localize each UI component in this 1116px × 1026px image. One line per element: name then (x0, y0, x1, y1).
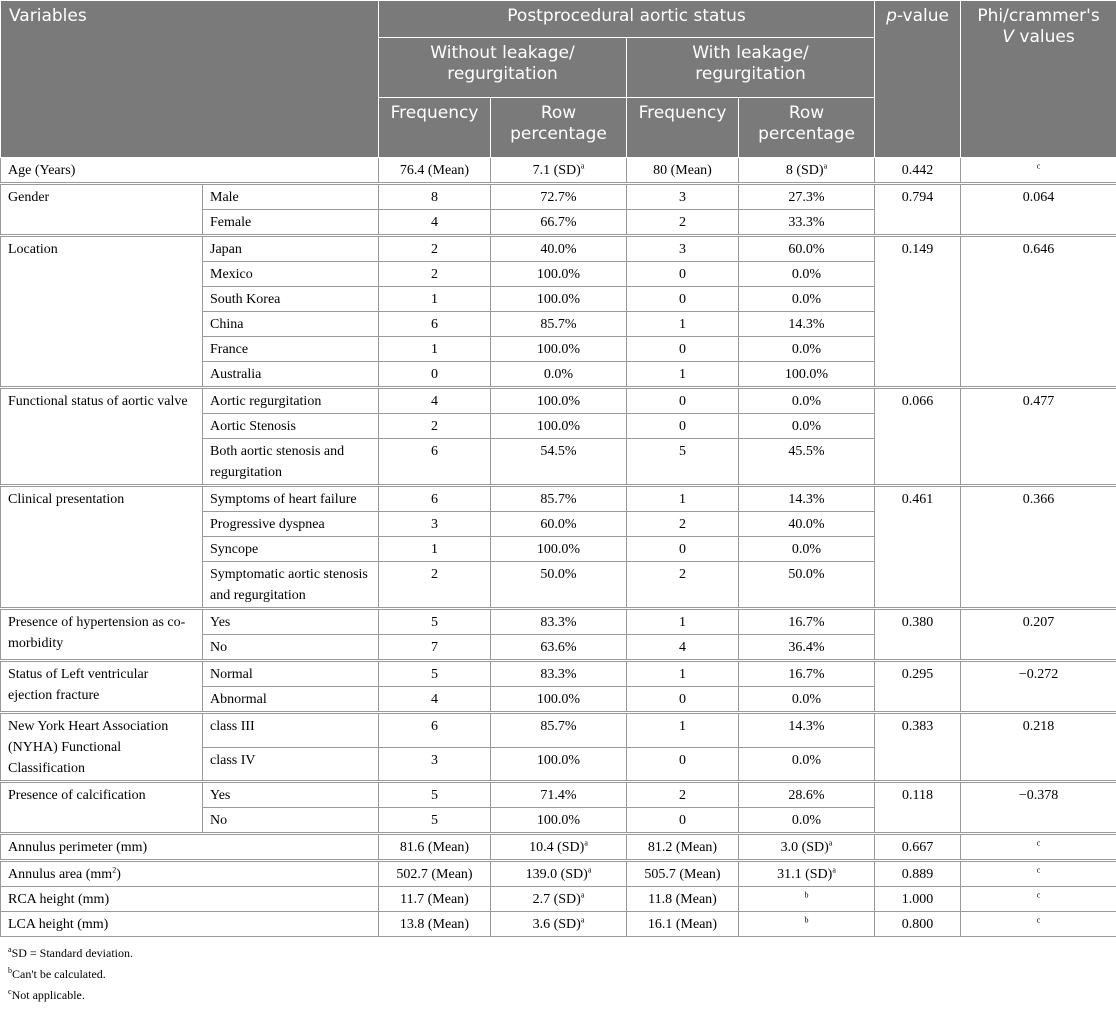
row-label: Functional status of aortic valve (1, 388, 203, 486)
header-p-value: p-value (875, 1, 961, 158)
header-aortic-status: Postprocedural aortic status (379, 1, 875, 38)
header-without-leakage: Without leakage/ regurgitation (379, 38, 627, 98)
header-variables: Variables (1, 1, 379, 158)
row-label: Age (Years) (1, 158, 379, 184)
header-phi-values: Phi/crammer's V values (961, 1, 1116, 158)
table-row: No 7 63.6% 4 36.4% (1, 635, 1116, 661)
table-row: Location Japan 2 40.0% 3 60.0% 0.149 0.646 (1, 236, 1116, 262)
table-row: Age (Years) 76.4 (Mean) 7.1 (SD)$^a$ 80 (Mean) 8 (SD)$^a$ 0.442 $^c$ (1, 158, 1116, 184)
row-label: RCA height (mm) (1, 887, 379, 912)
header-frequency: Frequency (627, 98, 739, 158)
table-row: Status of Left ventricular ejection fracture Normal 5 83.3% 1 16.7% 0.295 −0.272 (1, 661, 1116, 687)
header-row-percentage: Row percentage (739, 98, 875, 158)
table-row: Presence of hypertension as co-morbidity Yes 5 83.3% 1 16.7% 0.380 0.207 (1, 609, 1116, 635)
table-row: Progressive dyspnea 3 60.0% 2 40.0% (1, 512, 1116, 537)
table-row: Mexico 2 100.0% 0 0.0% (1, 262, 1116, 287)
row-label: Presence of hypertension as co-morbidity (1, 609, 203, 661)
footnote: $^b$Can't be calculated. (8, 966, 106, 981)
row-label: LCA height (mm) (1, 912, 379, 937)
table-row: Female 4 66.7% 2 33.3% (1, 210, 1116, 236)
header-row-percentage: Row percentage (491, 98, 627, 158)
row-label: Gender (1, 184, 203, 236)
row-label: New York Heart Association (NYHA) Functional Classification (1, 713, 203, 782)
header-frequency: Frequency (379, 98, 491, 158)
row-label: Annulus area $(mm^2)$ (1, 861, 379, 887)
table-row: Australia 0 0.0% 1 100.0% (1, 362, 1116, 388)
table-row: LCA height (mm) 13.8 (Mean) 3.6 (SD)$^a$ 16.1 (Mean) $^b$ 0.800 $^c$ (1, 912, 1116, 937)
row-label: Location (1, 236, 203, 388)
table-row: Syncope 1 100.0% 0 0.0% (1, 537, 1116, 562)
table-row: France 1 100.0% 0 0.0% (1, 337, 1116, 362)
header-with-leakage: With leakage/ regurgitation (627, 38, 875, 98)
table-row: New York Heart Association (NYHA) Functional Classification class III 6 85.7% 1 14.3% 0.383 0.218 (1, 713, 1116, 748)
row-label: Clinical presentation (1, 486, 203, 609)
footnote: $^c$Not applicable. (8, 987, 85, 1002)
table-row: Annulus area $(mm^2)$ 502.7 (Mean) 139.0 (SD)$^a$ 505.7 (Mean) 31.1 (SD)$^a$ 0.889 $^c$ (1, 861, 1116, 887)
table-row: Symptomatic aortic stenosis and regurgitation 2 50.0% 2 50.0% (1, 562, 1116, 609)
row-label: Status of Left ventricular ejection fracture (1, 661, 203, 713)
table-row: China 6 85.7% 1 14.3% (1, 312, 1116, 337)
table-row: Annulus perimeter (mm) 81.6 (Mean) 10.4 (SD)$^a$ 81.2 (Mean) 3.0 (SD)$^a$ 0.667 $^c$ (1, 834, 1116, 861)
table-row: Aortic Stenosis 2 100.0% 0 0.0% (1, 414, 1116, 439)
table-row: Functional status of aortic valve Aortic regurgitation 4 100.0% 0 0.0% 0.066 0.477 (1, 388, 1116, 414)
table-row: Clinical presentation Symptoms of heart failure 6 85.7% 1 14.3% 0.461 0.366 (1, 486, 1116, 512)
table-row: No 5 100.0% 0 0.0% (1, 808, 1116, 834)
table-row: Gender Male 8 72.7% 3 27.3% 0.794 0.064 (1, 184, 1116, 210)
table-row: RCA height (mm) 11.7 (Mean) 2.7 (SD)$^a$ 11.8 (Mean) $^b$ 1.000 $^c$ (1, 887, 1116, 912)
footnotes (0, 937, 1116, 1006)
table-row: class IV 3 100.0% 0 0.0% (1, 747, 1116, 782)
row-label: Presence of calcification (1, 782, 203, 834)
table-row: Both aortic stenosis and regurgitation 6 54.5% 5 45.5% (1, 439, 1116, 486)
table-row: South Korea 1 100.0% 0 0.0% (1, 287, 1116, 312)
footnote: $^a$SD = Standard deviation. (8, 945, 133, 960)
table-row: Abnormal 4 100.0% 0 0.0% (1, 687, 1116, 713)
table-row: Presence of calcification Yes 5 71.4% 2 28.6% 0.118 −0.378 (1, 782, 1116, 808)
row-label: Annulus perimeter (mm) (1, 834, 379, 861)
